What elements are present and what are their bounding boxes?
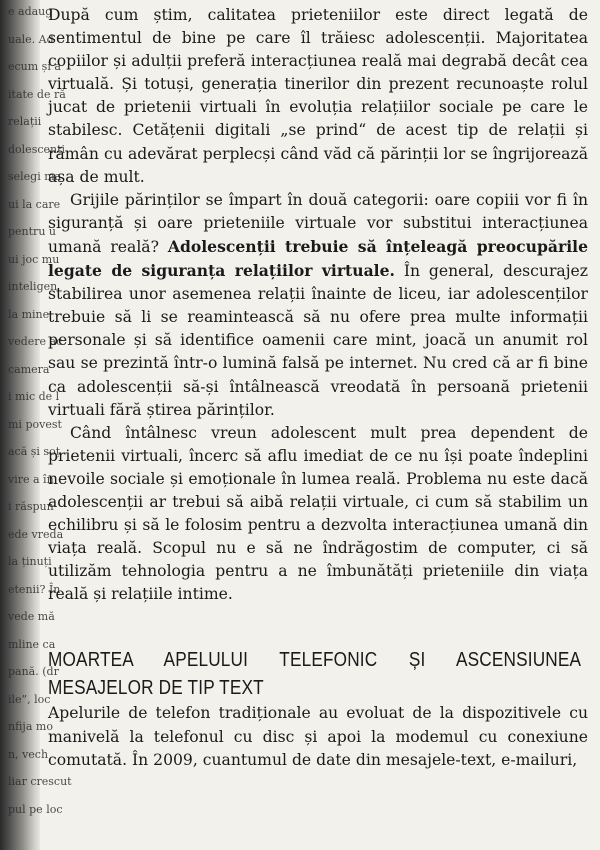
section-heading: MOARTEA APELULUI TELEFONIC ȘI ASCENSIUNEA MESAJELOR DE TIP TEXT <box>48 649 582 700</box>
text-run: După cum știm, calitatea prieteniilor este direct legată de sentimentul de bine pe care îl trăiesc adolescenții. Majoritatea copiilor și adulții preferă interacțiunea reală mai degrabă decât cea virtuală. Și totuși, generația tinerilor din prezent recunoaște rolul jucat de prietenii virtuali în evoluția relațiilor sociale pe care le stabilesc. Cetățenii digitali „se prind“ de acest tip de relații și rămân cu adevărat perplecși când văd că părinții lor se îngrijorează așa de mult. <box>48 6 588 186</box>
facing-page-fragment: mi povest <box>8 417 62 431</box>
bold-text-run: Adolescenții trebuie să înțeleagă preocupările legate de siguranța relațiilor virtuale. <box>48 236 588 281</box>
book-page <box>48 4 588 772</box>
facing-page-fragment: nfija mo <box>8 720 53 733</box>
facing-page-fragment: selegi ma <box>8 170 62 183</box>
facing-page-fragment: uale. Ad <box>8 32 54 46</box>
facing-page-fragment: ede vreda <box>8 527 64 541</box>
facing-page-fragment: etenii? În <box>8 582 61 596</box>
facing-page-fragment: pentru u <box>8 225 56 238</box>
facing-page-fragment: camera <box>8 362 50 376</box>
paragraph-4 <box>48 702 588 771</box>
text-run: Grijile părinților se împart în două categorii: oare copiii vor fi în siguranță și oare prieteniile virtuale vor substitui interacțiunea umană reală? <box>48 190 588 256</box>
text-run: Când întâlnesc vreun adolescent mult prea dependent de prietenii virtuali, încerc să aflu imediat de ce nu își poate îndeplini nevoile sociale și emoționale în lumea reală. Problema nu este dacă adolescenții ar trebui să aibă relații virtuale, ci cum să stabilim un echilibru și să le folosim pentru a dezvolta interacțiunea umană din viața reală. Scopul nu e să ne îndrăgostim de computer, ci să utilizăm tehnologia pentru a ne îmbunătăți prieteniile din viața reală și relațiile intime. <box>48 423 588 604</box>
facing-page-fragment: dolescenți <box>8 142 66 156</box>
facing-page-fragment: i răspun <box>8 500 54 513</box>
text-run: În general, descurajez stabilirea unor asemenea relații înainte de liceu, iar adolescenților trebuie să li se reamintească să nu ofere prea multe informații personale și să identifice oamenii care mint, joacă un anumit rol sau se prezintă într-o lumină falsă pe internet. Nu cred că ar fi bine ca adolescenții să-și întâlnească vreodată în persoană prietenii virtuali fără știrea părinților. <box>48 262 588 419</box>
facing-page-fragment: relații <box>8 115 42 128</box>
paragraph-2 <box>48 189 588 422</box>
facing-page-fragment: liar crescut <box>8 775 72 788</box>
facing-page-fragment: vedere ac <box>8 335 63 348</box>
facing-page-fragment: acă și soț <box>8 445 61 458</box>
facing-page-fragment: vede mă <box>8 610 55 623</box>
facing-page-gutter <box>0 0 72 850</box>
facing-page-fragment: e adaug <box>8 5 53 18</box>
facing-page-fragment: la ținuți <box>8 555 52 568</box>
facing-page-fragment: mline ca <box>8 637 56 651</box>
paragraph-1 <box>48 4 588 189</box>
facing-page-fragment: inteligen <box>8 280 58 293</box>
facing-page-fragment: ui joc mu <box>8 252 60 266</box>
facing-page-fragment: la mine <box>8 307 50 321</box>
paragraph-3 <box>48 422 588 607</box>
facing-page-fragment: pul pe loc <box>8 802 63 816</box>
text-run: Apelurile de telefon tradiționale au evoluat de la dispozitivele cu manivelă la telefonul cu disc și apoi la modemul cu conexiune comutată. În 2009, cuantumul de date din mesajele-text, e-mailuri, <box>48 704 588 769</box>
facing-page-fragment: n, vech <box>8 747 49 761</box>
facing-page-fragment: ui la care <box>8 197 61 211</box>
facing-page-fragment: vire a în <box>8 472 54 486</box>
facing-page-fragment: ile”, loc <box>8 692 51 706</box>
facing-page-fragment: itate de ră <box>8 87 66 101</box>
facing-page-fragment: i mic de l <box>8 390 60 403</box>
facing-page-fragment: pană. (dr <box>8 665 59 678</box>
facing-page-fragment: ecum și a <box>8 60 61 73</box>
